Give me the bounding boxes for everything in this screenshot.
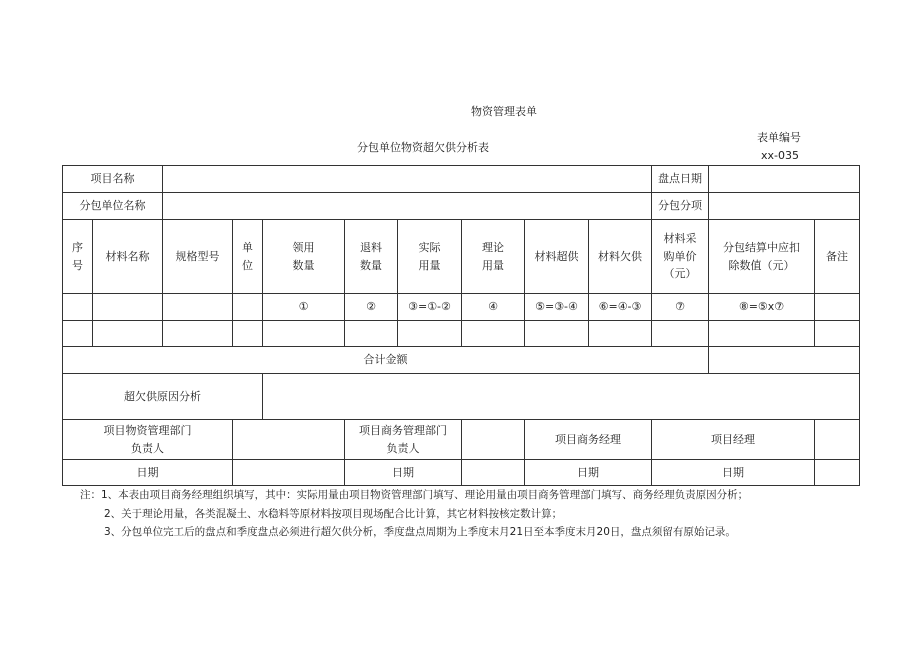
formula-received: ① — [263, 294, 345, 321]
form-number-value: xx-035 — [761, 149, 799, 162]
project-name-label: 项目名称 — [63, 166, 163, 193]
col-returned: 退料 数量 — [345, 220, 398, 294]
col-deduct: 分包结算中应扣 除数值（元） — [709, 220, 815, 294]
formula-actual: ③=①-② — [398, 294, 462, 321]
date-label: 日期 — [525, 460, 652, 486]
data-cell[interactable] — [709, 321, 815, 347]
business-manager-label: 项目商务经理 — [525, 420, 652, 460]
data-cell[interactable] — [462, 321, 525, 347]
total-field[interactable] — [709, 347, 860, 374]
col-spec: 规格型号 — [163, 220, 233, 294]
date-row — [63, 460, 860, 486]
subcontractor-label: 分包单位名称 — [63, 193, 163, 220]
form-subtitle: 分包单位物资超欠供分析表 — [357, 141, 489, 154]
reason-field[interactable] — [263, 374, 860, 420]
data-row — [63, 321, 860, 347]
formula-price: ⑦ — [652, 294, 709, 321]
col-remark: 备注 — [815, 220, 860, 294]
check-date-field[interactable] — [709, 166, 860, 193]
formula-deduct: ⑧=⑤x⑦ — [709, 294, 815, 321]
reason-label: 超欠供原因分析 — [63, 374, 263, 420]
project-name-row — [63, 166, 860, 193]
formula-cell — [63, 294, 93, 321]
total-row — [63, 347, 860, 374]
formula-cell — [233, 294, 263, 321]
note-3: 3、分包单位完工后的盘点和季度盘点必须进行超欠供分析，季度盘点周期为上季度末月21日至本季度末月20日，盘点须留有原始记录。 — [104, 526, 736, 538]
col-under: 材料欠供 — [589, 220, 652, 294]
col-price: 材料采 购单价 （元） — [652, 220, 709, 294]
formula-cell — [815, 294, 860, 321]
subcontractor-row — [63, 193, 860, 220]
material-dept-signature[interactable] — [233, 420, 345, 460]
formula-cell — [163, 294, 233, 321]
signature-row — [63, 420, 860, 460]
sub-item-field[interactable] — [709, 193, 860, 220]
data-cell[interactable] — [63, 321, 93, 347]
data-cell[interactable] — [398, 321, 462, 347]
data-cell[interactable] — [652, 321, 709, 347]
subcontractor-field[interactable] — [163, 193, 652, 220]
col-unit: 单 位 — [233, 220, 263, 294]
date-field[interactable] — [233, 460, 345, 486]
form-title: 物资管理表单 — [471, 105, 537, 118]
date-label: 日期 — [63, 460, 233, 486]
data-cell[interactable] — [233, 321, 263, 347]
business-dept-signature[interactable] — [462, 420, 525, 460]
project-manager-label: 项目经理 — [652, 420, 815, 460]
col-seq: 序 号 — [63, 220, 93, 294]
data-cell[interactable] — [815, 321, 860, 347]
material-analysis-table — [62, 165, 860, 486]
col-actual: 实际 用量 — [398, 220, 462, 294]
project-manager-signature[interactable] — [815, 420, 860, 460]
project-name-field[interactable] — [163, 166, 652, 193]
form-number-label: 表单编号 — [757, 131, 801, 144]
data-cell[interactable] — [163, 321, 233, 347]
col-theory: 理论 用量 — [462, 220, 525, 294]
date-label: 日期 — [652, 460, 815, 486]
data-cell[interactable] — [525, 321, 589, 347]
business-dept-label: 项目商务管理部门 负责人 — [345, 420, 462, 460]
sub-item-label: 分包分项 — [652, 193, 709, 220]
material-dept-label: 项目物资管理部门 负责人 — [63, 420, 233, 460]
date-label: 日期 — [345, 460, 462, 486]
date-field[interactable] — [815, 460, 860, 486]
note-2: 2、关于理论用量，各类混凝土、水稳料等原材料按项目现场配合比计算，其它材料按核定数计算； — [104, 508, 563, 520]
formula-returned: ② — [345, 294, 398, 321]
col-over: 材料超供 — [525, 220, 589, 294]
data-cell[interactable] — [345, 321, 398, 347]
formula-row — [63, 294, 860, 321]
formula-theory: ④ — [462, 294, 525, 321]
check-date-label: 盘点日期 — [652, 166, 709, 193]
formula-cell — [93, 294, 163, 321]
column-header-row — [63, 220, 860, 294]
note-1: 注：1、本表由项目商务经理组织填写，其中：实际用量由项目物资管理部门填写、理论用量由项目商务管理部门填写、商务经理负责原因分析； — [80, 489, 749, 501]
formula-over: ⑤=③-④ — [525, 294, 589, 321]
date-field[interactable] — [462, 460, 525, 486]
total-label: 合计金额 — [63, 347, 709, 374]
col-received: 领用 数量 — [263, 220, 345, 294]
col-material-name: 材料名称 — [93, 220, 163, 294]
reason-row — [63, 374, 860, 420]
data-cell[interactable] — [93, 321, 163, 347]
data-cell[interactable] — [589, 321, 652, 347]
formula-under: ⑥=④-③ — [589, 294, 652, 321]
data-cell[interactable] — [263, 321, 345, 347]
